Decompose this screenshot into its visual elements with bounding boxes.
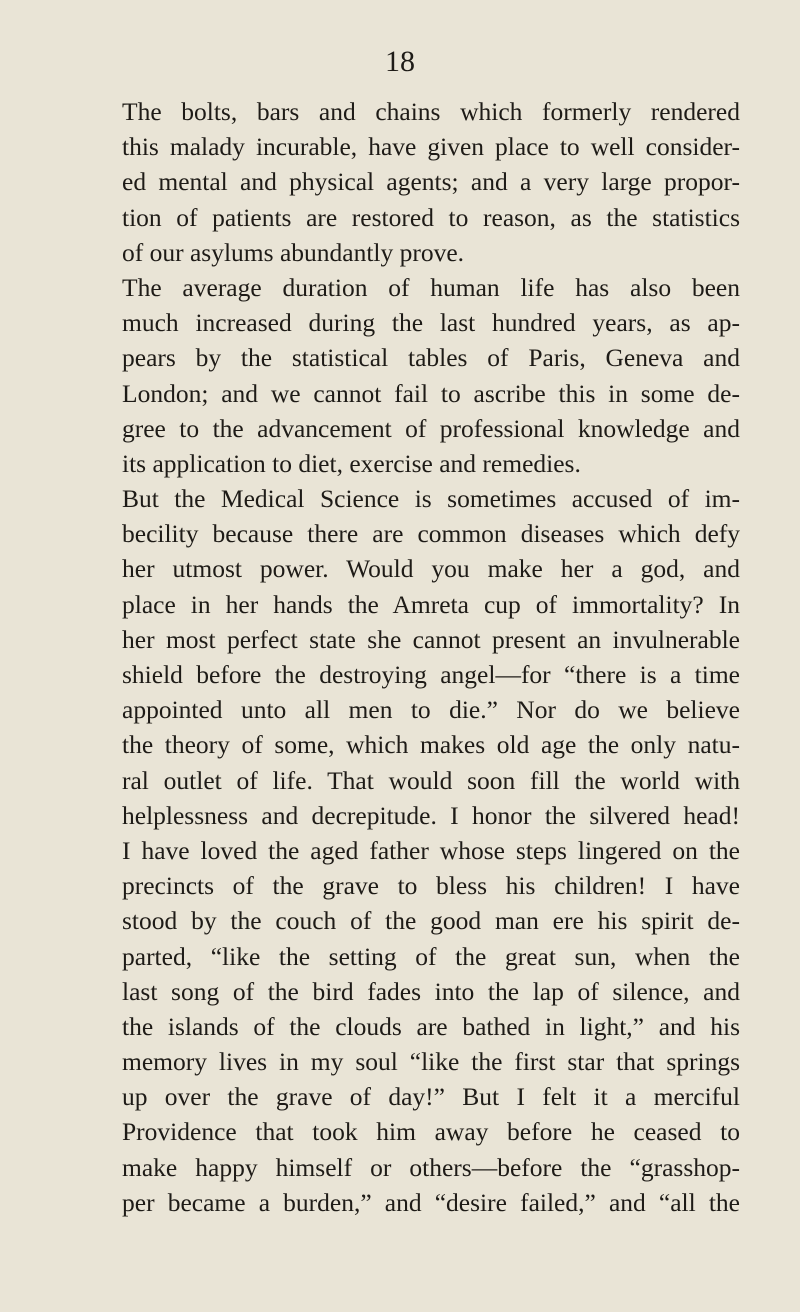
text-line: becility because there are common diseases which defy bbox=[122, 519, 740, 549]
text-line: this malady incurable, have given place to well consider- bbox=[122, 132, 740, 162]
text-line: Providence that took him away before he ceased to bbox=[122, 1117, 740, 1147]
text-line: stood by the couch of the good man ere his spirit de- bbox=[122, 906, 740, 936]
text-line: appointed unto all men to die.” Nor do we believe bbox=[122, 695, 740, 725]
text-line: place in her hands the Amreta cup of immortality? In bbox=[122, 589, 740, 619]
text-line: helplessness and decrepitude. I honor the silvered head! bbox=[122, 800, 740, 830]
text-line: The average duration of human life has also been bbox=[122, 272, 740, 302]
text-line: ed mental and physical agents; and a very large propor- bbox=[122, 167, 740, 197]
text-line: The bolts, bars and chains which formerly rendered bbox=[122, 97, 740, 126]
text-line: I have loved the aged father whose steps lingered on the bbox=[122, 835, 740, 865]
text-line: But the Medical Science is sometimes accused of im- bbox=[122, 484, 740, 514]
text-line: its application to diet, exercise and remedies. bbox=[122, 448, 581, 478]
text-line: her most perfect state she cannot present an invulnerable bbox=[122, 624, 740, 654]
text-line: her utmost power. Would you make her a god, and bbox=[122, 554, 740, 584]
page-number: 18 bbox=[385, 45, 415, 78]
text-line: the islands of the clouds are bathed in light,” and his bbox=[122, 1011, 740, 1041]
text-line: tion of patients are restored to reason, as the statistics bbox=[122, 202, 740, 232]
text-line: of our asylums abundantly prove. bbox=[122, 237, 465, 267]
text-line: precincts of the grave to bless his children! I have bbox=[122, 871, 740, 901]
text-line: shield before the destroying angel—for “there is a time bbox=[122, 660, 740, 689]
body-text bbox=[122, 94, 740, 1220]
text-line: parted, “like the setting of the great sun, when the bbox=[122, 941, 740, 971]
text-line: memory lives in my soul “like the first star that springs bbox=[122, 1047, 740, 1077]
text-line: last song of the bird fades into the lap of silence, and bbox=[122, 976, 740, 1006]
text-line: London; and we cannot fail to ascribe this in some de- bbox=[122, 378, 740, 408]
text-line: per became a burden,” and “desire failed,” and “all the bbox=[122, 1187, 740, 1217]
text-line: up over the grave of day!” But I felt it a merciful bbox=[122, 1082, 740, 1112]
text-line: gree to the advancement of professional knowledge and bbox=[122, 413, 740, 443]
text-line: the theory of some, which makes old age the only natu- bbox=[122, 730, 740, 760]
text-line: make happy himself or others—before the “grasshop- bbox=[122, 1152, 740, 1182]
text-line: much increased during the last hundred years, as ap- bbox=[122, 308, 740, 338]
text-line: ral outlet of life. That would soon fill the world with bbox=[122, 765, 740, 795]
text-line: pears by the statistical tables of Paris, Geneva and bbox=[122, 343, 740, 373]
